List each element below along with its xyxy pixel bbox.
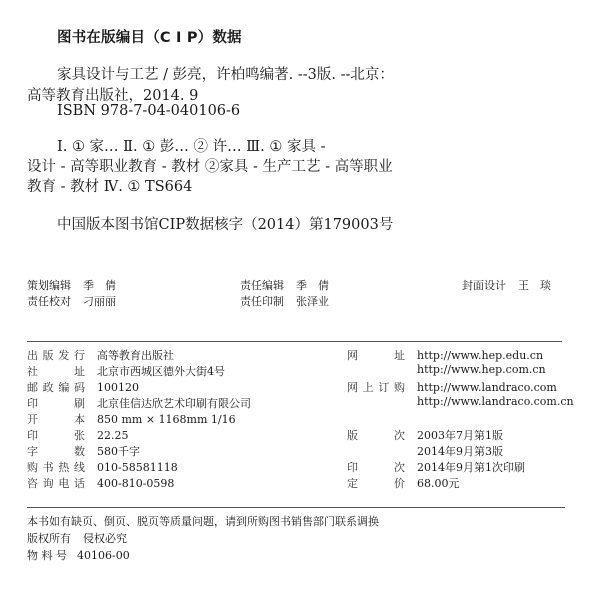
pub-row-online-order xyxy=(347,379,557,395)
material-label: 物 料 号 xyxy=(27,549,67,562)
material-value: 40106-00 xyxy=(77,549,130,562)
pub-label: 开本 xyxy=(27,413,85,426)
footer-copyright xyxy=(27,530,127,546)
cip-subject-line-3: 教育 - 教材 Ⅳ. ① TS664 xyxy=(27,179,193,195)
pub-label: 咨询电话 xyxy=(27,477,85,490)
pub-value: 2003年7月第1版 xyxy=(417,429,503,442)
pub-label: 印刷 xyxy=(27,397,85,410)
pub-row-publisher xyxy=(27,347,174,363)
staff-proofreader xyxy=(27,293,116,309)
pub-label: 网上订购 xyxy=(347,381,405,394)
pub-row-price xyxy=(347,475,460,491)
pub-label: 出版发行 xyxy=(27,349,85,362)
pub-label: 定价 xyxy=(347,477,405,490)
cip-record-number: 中国版本图书馆CIP数据核字（2014）第179003号 xyxy=(57,217,394,233)
pub-value: 2014年9月第1次印刷 xyxy=(417,461,525,474)
cip-subject-line-1: Ⅰ. ① 家… Ⅱ. ① 彭… ② 许… Ⅲ. ① 家具 - xyxy=(57,139,326,155)
order-link[interactable]: http://www.landraco.com.cn xyxy=(417,395,574,408)
staff-label: 责任印制 xyxy=(240,295,284,308)
pub-label: 社址 xyxy=(27,365,85,378)
staff-label: 策划编辑 xyxy=(27,279,71,292)
pub-value: 850 mm × 1168mm 1/16 xyxy=(97,413,236,426)
staff-print-supervisor xyxy=(240,293,329,309)
pub-value: 100120 xyxy=(97,381,139,394)
pub-row-edition xyxy=(347,427,503,443)
bottom-divider xyxy=(27,507,565,508)
pub-label: 字数 xyxy=(27,445,85,458)
order-link[interactable]: http://www.landraco.com xyxy=(417,381,557,394)
staff-name: 季 倩 xyxy=(83,279,116,292)
staff-label: 责任校对 xyxy=(27,295,71,308)
footer-material-number xyxy=(27,547,130,563)
pub-label: 印张 xyxy=(27,429,85,442)
pub-value: 2014年9月第3版 xyxy=(417,445,503,458)
pub-value: 高等教育出版社 xyxy=(97,349,174,362)
footer-notice: 本书如有缺页、倒页、脱页等质量问题，请到所购图书销售部门联系调换 xyxy=(27,515,379,528)
staff-label: 封面设计 xyxy=(462,279,506,292)
pub-row-postcode xyxy=(27,379,139,395)
pub-value: 北京佳信达欣艺术印刷有限公司 xyxy=(97,397,251,410)
staff-responsible-editor xyxy=(240,277,329,293)
pub-label: 印次 xyxy=(347,461,405,474)
pub-label: 版次 xyxy=(347,429,405,442)
pub-label: 购书热线 xyxy=(27,461,85,474)
pub-row-website xyxy=(347,347,543,363)
staff-label: 责任编辑 xyxy=(240,279,284,292)
cip-bibliographic-line-2: 高等教育出版社，2014. 9 xyxy=(27,88,199,104)
pub-row-order-hotline xyxy=(27,459,178,475)
cip-subject-line-2: 设计 - 高等职业教育 - 教材 ②家具 - 生产工艺 - 高等职业 xyxy=(27,159,393,175)
staff-planning-editor xyxy=(27,277,116,293)
pub-row-format xyxy=(27,411,236,427)
cip-isbn: ISBN 978-7-04-040106-6 xyxy=(57,103,241,119)
cip-bibliographic-line-1: 家具设计与工艺 / 彭亮，许柏鸣编著. --3版. --北京： xyxy=(57,67,394,83)
pub-row-address xyxy=(27,363,225,379)
pub-row-online-order-2 xyxy=(347,395,574,408)
pub-row-edition-2 xyxy=(347,443,503,459)
pub-row-word-count xyxy=(27,443,140,459)
pub-row-sheets xyxy=(27,427,129,443)
pub-label: 网址 xyxy=(347,349,405,362)
pub-row-consult-phone xyxy=(27,475,174,491)
pub-value: 010-58581118 xyxy=(97,461,178,474)
staff-name: 王 琰 xyxy=(518,279,551,292)
staff-name: 刁丽丽 xyxy=(83,295,116,308)
pub-value: 400-810-0598 xyxy=(97,477,175,490)
pub-value: 580千字 xyxy=(97,445,140,458)
pub-value: 68.00元 xyxy=(417,477,460,490)
staff-cover-design xyxy=(462,277,551,293)
copyright-label: 版权所有 xyxy=(27,532,71,545)
website-link[interactable]: http://www.hep.com.cn xyxy=(417,363,546,376)
pub-value: 北京市西城区德外大街4号 xyxy=(97,365,225,378)
pub-row-printer xyxy=(27,395,251,411)
pub-label: 邮政编码 xyxy=(27,381,85,394)
copyright-value: 侵权必究 xyxy=(83,532,127,545)
staff-name: 季 倩 xyxy=(296,279,329,292)
website-link[interactable]: http://www.hep.edu.cn xyxy=(417,349,544,362)
pub-row-printing xyxy=(347,459,525,475)
pub-value: 22.25 xyxy=(97,429,129,442)
pub-row-website-2 xyxy=(347,363,546,376)
top-divider xyxy=(27,341,562,342)
cip-title: 图书在版编目（C I P）数据 xyxy=(57,30,242,46)
staff-name: 张泽业 xyxy=(296,295,329,308)
